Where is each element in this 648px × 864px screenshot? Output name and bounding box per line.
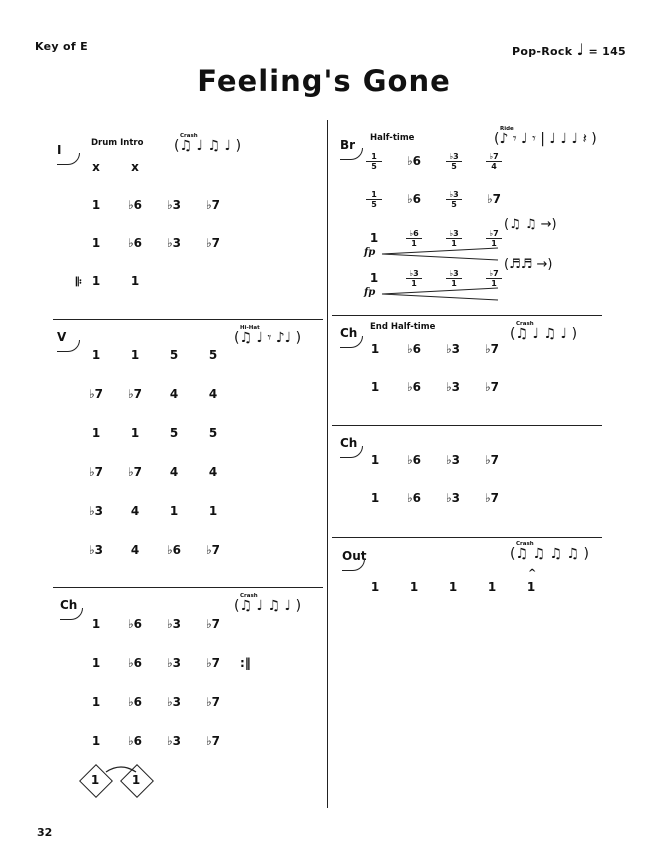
- intro-x-mark: x: [92, 160, 100, 174]
- chord-symbol: ♭3: [445, 380, 460, 394]
- chord-symbol: 1: [91, 426, 101, 440]
- chorus2-rhythm: Crash (♫ ♩ ♫ ♩ ): [510, 321, 578, 342]
- chord-symbol: ♭6: [406, 342, 421, 356]
- chord-symbol: ♭7: [205, 617, 220, 631]
- section-chorus-label: Ch: [340, 436, 357, 450]
- chord-symbol: ♭7: [88, 465, 103, 479]
- slash-chord: [446, 190, 462, 209]
- ending-number: 1: [90, 773, 100, 787]
- chord-symbol: ♭7: [127, 387, 142, 401]
- verse-rhythm: Hi-Hat (♫ ♩ 𝄾 ♪♩ ): [234, 325, 302, 346]
- chord-symbol: ♭7: [88, 387, 103, 401]
- chord-symbol: 5: [208, 348, 218, 362]
- chord-symbol: ♭6: [406, 380, 421, 394]
- chord-symbol: 1: [370, 380, 380, 394]
- chord-symbol: ♭6: [406, 192, 421, 206]
- chord-symbol: 1: [130, 426, 140, 440]
- slash-chord-top: ♭3: [446, 269, 462, 279]
- divider-intro-verse: [53, 319, 323, 320]
- slash-chord-bass: 5: [371, 162, 377, 171]
- chord-symbol: ♭3: [88, 504, 103, 518]
- chord-symbol: ♭7: [484, 453, 499, 467]
- chord-symbol: 1: [370, 491, 380, 505]
- slash-chord-bass: 1: [491, 239, 497, 248]
- slash-chord-top: ♭3: [446, 229, 462, 239]
- dynamic-fp: fp: [364, 287, 376, 298]
- chord-symbol: ♭3: [166, 734, 181, 748]
- slash-chord-top: 1: [366, 152, 382, 162]
- center-divider: [327, 120, 328, 808]
- chord-symbol: ♭3: [166, 656, 181, 670]
- chord-symbol: ♭3: [445, 491, 460, 505]
- quarter-note-icon: ♩: [576, 40, 585, 59]
- ending-tie: [104, 764, 138, 774]
- slash-chord-bass: 5: [451, 162, 457, 171]
- slash-chord-bass: 1: [451, 279, 457, 288]
- chord-symbol: 1: [409, 580, 419, 594]
- tempo-value: = 145: [588, 45, 626, 58]
- page-number: 32: [37, 826, 53, 839]
- chord-symbol: 1: [370, 342, 380, 356]
- chord-symbol: 4: [130, 543, 140, 557]
- chord-symbol: 1: [370, 580, 380, 594]
- chord-symbol: ♭6: [127, 617, 142, 631]
- slash-chord-top: ♭3: [406, 269, 422, 279]
- slash-chord: [446, 229, 462, 248]
- chord-symbol: ♭6: [127, 198, 142, 212]
- divider-chorus-chorus: [332, 425, 602, 426]
- slash-chord-top: 1: [366, 190, 382, 200]
- chord-symbol: 1: [448, 580, 458, 594]
- slash-chord-top: ♭7: [486, 229, 502, 239]
- chord-symbol: 1: [169, 504, 179, 518]
- style-label: Pop-Rock: [512, 45, 573, 58]
- accent-mark: ^: [528, 568, 537, 579]
- chord-symbol: 1: [91, 695, 101, 709]
- chord-symbol: 1: [91, 274, 101, 288]
- chord-symbol: ♭6: [406, 491, 421, 505]
- chord-symbol: ♭7: [205, 543, 220, 557]
- slash-chord-bass: 4: [491, 162, 497, 171]
- divider-verse-chorus: [53, 587, 323, 588]
- chord-symbol: ♭3: [88, 543, 103, 557]
- section-bridge-label: Br: [340, 138, 355, 152]
- chord-symbol: 1: [91, 617, 101, 631]
- chord-symbol: 1: [370, 453, 380, 467]
- bridge-sublabel: Half-time: [370, 133, 415, 143]
- section-chorus-label: Ch: [340, 326, 357, 340]
- chord-symbol: ♭3: [166, 695, 181, 709]
- slash-chord-bass: 1: [411, 279, 417, 288]
- intro-sublabel: Drum Intro: [91, 138, 144, 148]
- slash-chord-bass: 1: [451, 239, 457, 248]
- chord-symbol: 1: [487, 580, 497, 594]
- chord-symbol: ♭7: [127, 465, 142, 479]
- ending-number: 1: [131, 773, 141, 787]
- chord-symbol: 5: [208, 426, 218, 440]
- decrescendo-hairpin: [380, 247, 500, 261]
- chord-symbol: ♭7: [486, 192, 501, 206]
- slash-chord-top: ♭3: [446, 190, 462, 200]
- song-title: Feeling's Gone: [197, 64, 451, 98]
- chord-symbol: 1: [526, 580, 536, 594]
- section-intro-label: I: [57, 143, 61, 157]
- slash-chord: [486, 229, 502, 248]
- chord-symbol: 5: [169, 426, 179, 440]
- divider-chorus-outro: [332, 537, 602, 538]
- chord-symbol: 4: [208, 465, 218, 479]
- chorus1-rhythm: Crash (♫ ♩ ♫ ♩ ): [234, 593, 302, 614]
- divider-bridge-chorus: [332, 315, 602, 316]
- chord-symbol: 1: [91, 734, 101, 748]
- slash-chord: [366, 152, 382, 171]
- chord-symbol: ♭3: [166, 617, 181, 631]
- chord-symbol: 1: [369, 231, 379, 245]
- slash-chord-top: ♭3: [446, 152, 462, 162]
- slash-chord-top: ♭6: [406, 229, 422, 239]
- slash-chord: [406, 229, 422, 248]
- chord-symbol: ♭3: [166, 236, 181, 250]
- slash-chord-bass: 1: [411, 239, 417, 248]
- chord-symbol: 4: [169, 465, 179, 479]
- slash-chord-bass: 5: [371, 200, 377, 209]
- chord-symbol: ♭3: [445, 342, 460, 356]
- bridge-hit-rhythm: (♫ ♫ →): [504, 217, 557, 232]
- slash-chord: [366, 190, 382, 209]
- slash-chord: [486, 269, 502, 288]
- chord-symbol: ♭7: [484, 491, 499, 505]
- chord-symbol: 1: [91, 236, 101, 250]
- chord-symbol: 1: [91, 198, 101, 212]
- chord-symbol: 1: [91, 348, 101, 362]
- chord-symbol: 4: [169, 387, 179, 401]
- repeat-end-sign: :‖: [240, 656, 251, 670]
- slash-chord: [446, 269, 462, 288]
- dynamic-fp: fp: [364, 247, 376, 258]
- chord-symbol: ♭7: [205, 198, 220, 212]
- chord-symbol: 1: [91, 656, 101, 670]
- outro-rhythm: Crash (♫ ♫ ♫ ♫ ): [510, 541, 589, 562]
- intro-x-mark: x: [131, 160, 139, 174]
- chord-symbol: 5: [169, 348, 179, 362]
- chord-symbol: ♭7: [205, 656, 220, 670]
- key-label: Key of E: [35, 40, 88, 53]
- repeat-start-sign: 𝄆: [76, 275, 82, 289]
- chord-symbol: ♭6: [127, 656, 142, 670]
- slash-chord: [406, 269, 422, 288]
- chord-symbol: ♭6: [166, 543, 181, 557]
- chord-symbol: ♭7: [484, 342, 499, 356]
- section-verse-label: V: [57, 330, 66, 344]
- chord-symbol: ♭7: [205, 734, 220, 748]
- chord-symbol: ♭6: [406, 453, 421, 467]
- chord-symbol: ♭6: [127, 236, 142, 250]
- chord-symbol: 4: [208, 387, 218, 401]
- slash-chord-top: ♭7: [486, 152, 502, 162]
- slash-chord-top: ♭7: [486, 269, 502, 279]
- chord-symbol: 1: [130, 274, 140, 288]
- chorus2-sublabel: End Half-time: [370, 322, 436, 332]
- chord-symbol: ♭3: [166, 198, 181, 212]
- intro-rhythm: Crash (♫ ♩ ♫ ♩ ): [174, 133, 242, 154]
- bridge-hit-rhythm: (♬♬ →): [504, 257, 553, 272]
- section-outro-label: Out: [342, 549, 366, 563]
- decrescendo-hairpin: [380, 287, 500, 301]
- chord-symbol: 1: [369, 271, 379, 285]
- chord-symbol: ♭7: [205, 695, 220, 709]
- chord-symbol: ♭3: [445, 453, 460, 467]
- chord-symbol: ♭7: [484, 380, 499, 394]
- chord-symbol: ♭6: [406, 154, 421, 168]
- slash-chord-bass: 5: [451, 200, 457, 209]
- chord-symbol: ♭6: [127, 695, 142, 709]
- chord-symbol: 1: [208, 504, 218, 518]
- slash-chord-bass: 1: [491, 279, 497, 288]
- chord-symbol: 1: [130, 348, 140, 362]
- style-tempo: [512, 40, 626, 59]
- bridge-rhythm: Ride (♪ 𝄾 ♩ 𝄾 | ♩ ♩ ♩ 𝄽 ): [494, 126, 597, 147]
- chord-symbol: 4: [130, 504, 140, 518]
- section-chorus-label: Ch: [60, 598, 77, 612]
- chord-symbol: ♭6: [127, 734, 142, 748]
- slash-chord: [486, 152, 502, 171]
- slash-chord: [446, 152, 462, 171]
- chord-symbol: ♭7: [205, 236, 220, 250]
